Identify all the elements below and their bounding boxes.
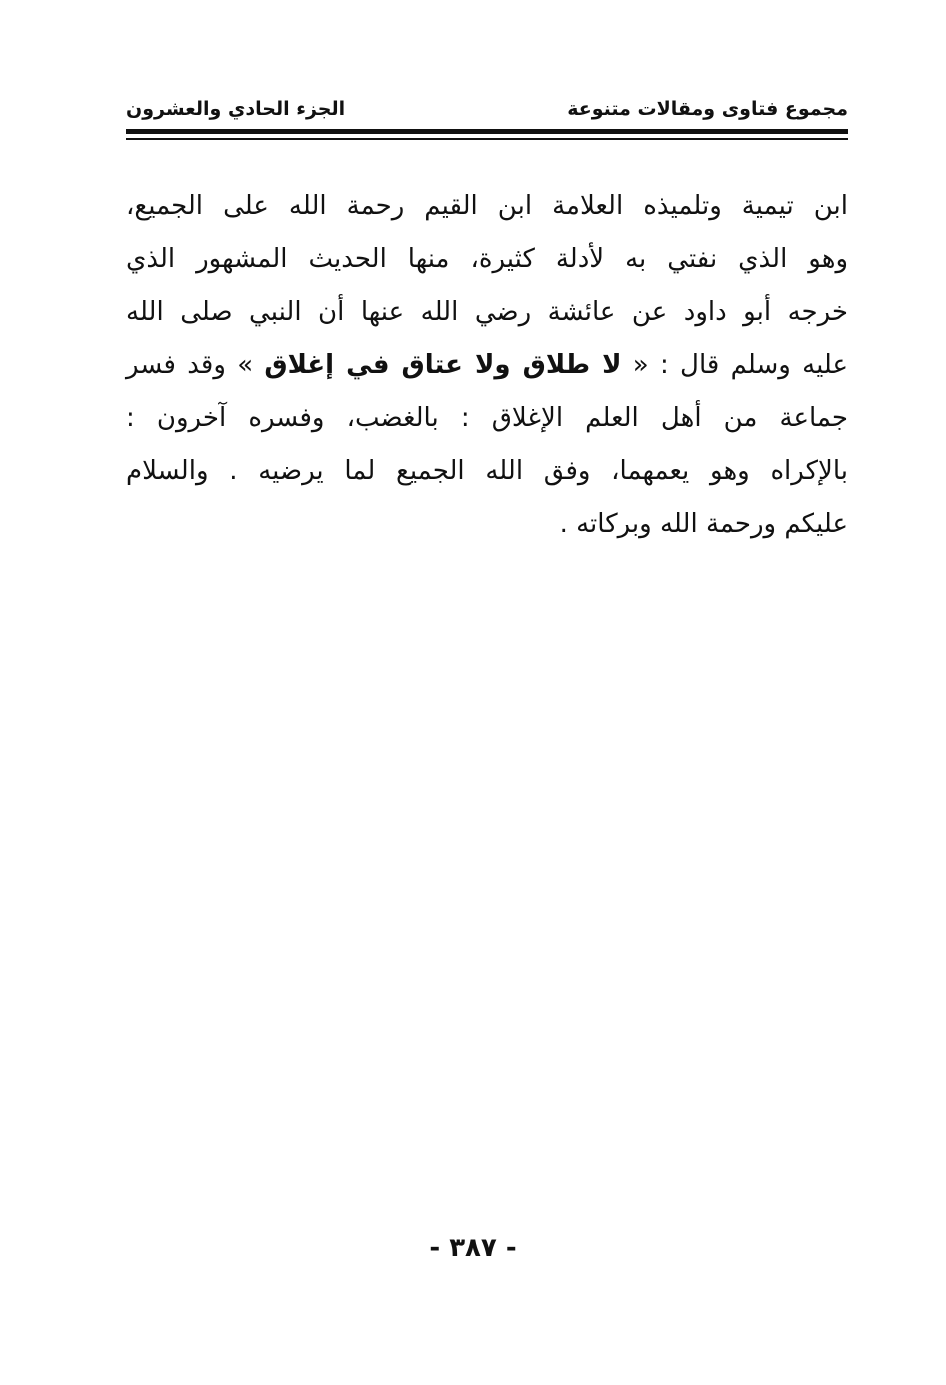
volume-label: الجزء الحادي والعشرون [126, 98, 346, 120]
text-line: ابن تيمية وتلميذه العلامة ابن القيم رحمة الله على الجميع، [126, 191, 848, 221]
hadith-close-quote: » [237, 350, 254, 380]
text-line: بالإكراه وهو يعمهما، وفق الله الجميع لما يرضيه . والسلام [126, 456, 848, 486]
header-rule-thick [126, 129, 848, 134]
text-line: خرجه أبو داود عن عائشة رضي الله عنها أن النبي صلى الله [126, 297, 848, 327]
text-line: عليكم ورحمة الله وبركاته . [559, 509, 848, 539]
text-line: جماعة من أهل العلم الإغلاق : بالغضب، وفسره آخرون : [126, 403, 848, 433]
header-rule-thin [126, 138, 848, 140]
page-number: - ٣٨٧ - [429, 1233, 517, 1263]
hadith-quote: لا طلاق ولا عتاق في إغلاق [264, 350, 622, 380]
running-header [126, 98, 848, 132]
hadith-open-quote: « [632, 350, 649, 380]
text-line: وهو الذي نفتي به لأدلة كثيرة، منها الحديث المشهور الذي [126, 244, 848, 274]
book-title: مجموع فتاوى ومقالات متنوعة [567, 98, 848, 120]
text-line-with-hadith [126, 339, 848, 392]
text-segment: عليه وسلم قال : [660, 350, 849, 380]
body-text [126, 180, 848, 551]
text-segment: وقد فسر [126, 350, 226, 380]
